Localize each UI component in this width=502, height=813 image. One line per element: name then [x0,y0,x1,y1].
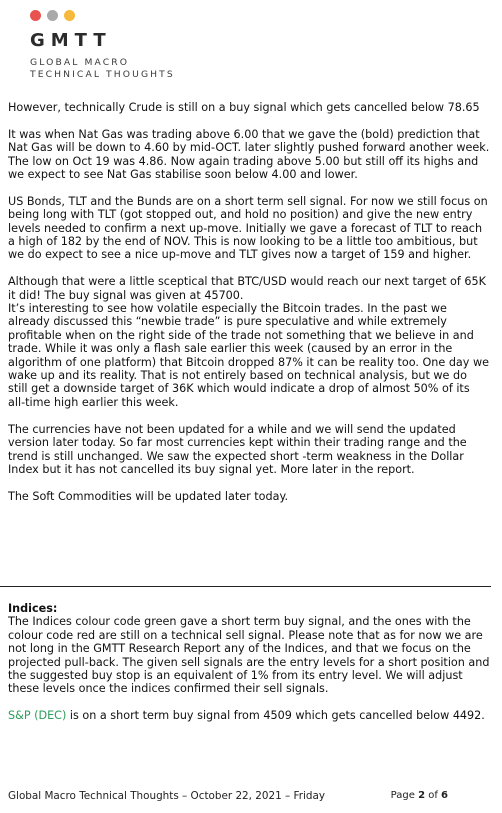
tagline-line-2: TECHNICAL THOUGHTS [30,69,175,80]
gray-dot-icon [47,10,58,21]
total-pages: 6 [441,790,448,801]
brand-logo-text: GMTT [30,30,112,51]
bitcoin-target-text: Although that were a little sceptical that BTC/USD would reach our next target of 65K it did! The buy signal was given at 45700. [8,275,486,302]
indices-section [8,602,490,736]
bitcoin-volatility-text: It’s interesting to see how volatile especially the Bitcoin trades. In the past we already discussed this “newbie trade” is pure speculative and while extremely profitable when on the right side of the trade not something that we believe in and trade. While it was only a flash sale earlier this week (caused by an error in the algorithm of one platform) that Bitcoin dropped 87% it can be reality too. One day we wake up and its reality. That is not entirely based on technical analysis, but we do still get a downside target of 36K which would indicate a drop of almost 50% of its all-time high earlier this week. [8,302,489,409]
nat-gas-paragraph: It was when Nat Gas was trading above 6.00 that we gave the (bold) prediction that Nat Gas will be down to 4.60 by mid-OCT. later slightly pushed forward another week. The low on Oct 19 was 4.86. Now again trading above 5.00 but still off its highs and we expect to see Nat Gas stabilise soon below 4.00 and lower. [8,127,490,182]
indices-paragraph: The Indices colour code green gave a short term buy signal, and the ones with the colour code red are still on a technical sell signal. Please note that as for now we are not long in the GMTT Research Report any of the Indices, and that we focus on the projected pull-back. The given sell signals are the entry levels for a short position and the suggested buy stop is an equivalent of 1% from its entry level. We will adjust these levels once the indices confirmed their sell signals. [8,615,490,696]
bitcoin-paragraph [8,275,490,409]
of-word: of [425,790,442,801]
report-body [8,101,490,517]
current-page: 2 [418,790,426,801]
sp-dec-label: S&P (DEC) [8,709,67,723]
page-footer [8,790,490,802]
sp-paragraph [8,709,490,722]
footer-title: Global Macro Technical Thoughts – October 22, 2021 – Friday [8,790,326,802]
bonds-paragraph: US Bonds, TLT and the Bunds are on a short term sell signal. For now we still focus on being long with TLT (got stopped out, and hold no position) and give the new entry levels needed to confirm a next up-move. Initially we gave a forecast of TLT to reach a high of 182 by the end of NOV. This is now looking to be a little too ambitious, but we do expect to see a nice up-move and TLT gives now a target of 159 and higher. [8,194,488,262]
section-divider [0,586,491,587]
indices-heading: Indices: [8,602,58,615]
brand-tagline [30,57,175,81]
sp-signal-text: is on a short term buy signal from 4509 which gets cancelled below 4492. [66,709,485,723]
page-number [391,790,448,801]
logo-dots [30,10,175,21]
red-dot-icon [30,10,41,21]
currencies-paragraph: The currencies have not been updated for a while and we will send the updated version later today. So far most currencies kept within their trading range and the trend is still unchanged. We saw the expected short -term weakness in the Dollar Index but it has not cancelled its buy signal yet. More later in the report. [8,422,467,476]
header [30,10,175,81]
page-word: Page [390,790,419,801]
crude-paragraph: However, technically Crude is still on a buy signal which gets cancelled below 78.65 [8,101,480,114]
soft-commodities-paragraph: The Soft Commodities will be updated later today. [8,489,289,503]
yellow-dot-icon [64,10,75,21]
tagline-line-1: GLOBAL MACRO [30,57,130,68]
